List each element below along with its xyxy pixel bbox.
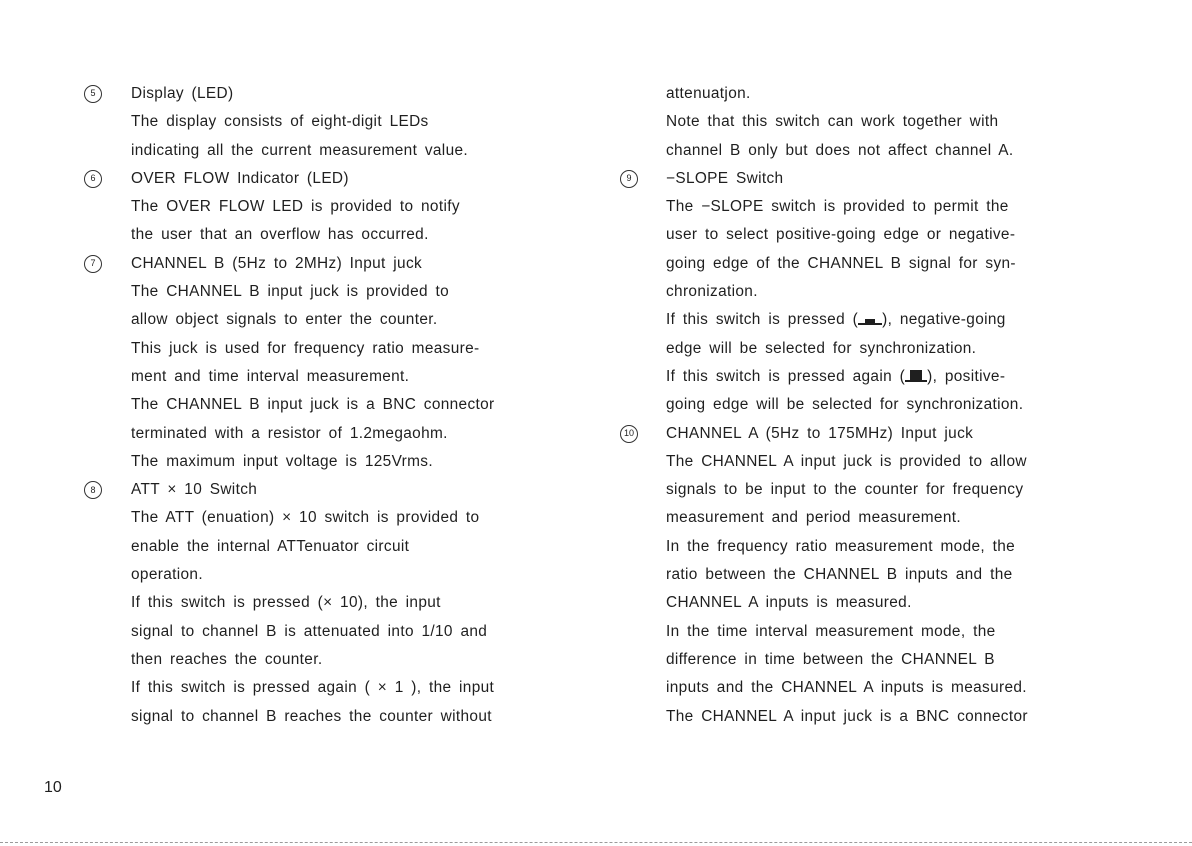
item-number (620, 165, 646, 193)
body-text-before: If this switch is pressed ( (666, 311, 859, 329)
body-text: CHANNEL A inputs is measured. (666, 594, 912, 612)
body-text: edge will be selected for synchronization. (666, 339, 977, 357)
left-column (84, 80, 584, 731)
body-text: The OVER FLOW LED is provided to notify (131, 198, 460, 216)
text-line (84, 674, 584, 702)
body-text: operation. (131, 566, 203, 584)
body-text: The CHANNEL A input juck is a BNC connector (666, 707, 1028, 725)
text-line (84, 533, 584, 561)
body-text: If this switch is pressed again ( × 1 ), the input (131, 679, 495, 697)
text-line (84, 221, 584, 249)
right-column (620, 80, 1140, 731)
body-text: the user that an overflow has occurred. (131, 226, 429, 244)
body-text: The ATT (enuation) × 10 switch is provided to (131, 509, 480, 527)
circled-number-icon: 8 (84, 481, 102, 499)
pressed-switch-icon (858, 313, 882, 325)
section-heading-channel-a: CHANNEL A (5Hz to 175MHz) Input juck (666, 424, 974, 442)
text-line (620, 589, 1140, 617)
item-number (84, 80, 110, 108)
body-text: The −SLOPE switch is provided to permit the (666, 198, 1009, 216)
released-switch-icon (905, 368, 927, 382)
text-line (620, 278, 1140, 306)
section-heading-overflow: OVER FLOW Indicator (LED) (131, 169, 349, 187)
item-number (84, 476, 110, 504)
body-text: ratio between the CHANNEL B inputs and the (666, 566, 1013, 584)
body-text: signal to channel B is attenuated into 1/10 and (131, 622, 488, 640)
body-text: The maximum input voltage is 125Vrms. (131, 452, 433, 470)
text-line (84, 420, 584, 448)
body-text (666, 306, 1006, 334)
item-number (620, 420, 646, 448)
body-text: user to select positive-going edge or negative- (666, 226, 1016, 244)
body-text: The CHANNEL A input juck is provided to allow (666, 452, 1027, 470)
item-number (84, 165, 110, 193)
item-number (84, 250, 110, 278)
text-line (620, 137, 1140, 165)
body-text-after: ), negative-going (882, 311, 1006, 329)
text-line (620, 335, 1140, 363)
text-line (620, 533, 1140, 561)
body-text: then reaches the counter. (131, 650, 323, 668)
text-line (84, 646, 584, 674)
text-line (84, 137, 584, 165)
text-line (84, 306, 584, 334)
section-heading-display-led: Display (LED) (131, 85, 234, 102)
text-line (620, 250, 1140, 278)
circled-number-icon: 7 (84, 255, 102, 273)
text-line (620, 703, 1140, 731)
body-text: This juck is used for frequency ratio measure- (131, 339, 480, 357)
page-number: 10 (44, 779, 62, 796)
body-text: chronization. (666, 283, 758, 301)
body-text: The CHANNEL B input juck is provided to (131, 283, 450, 301)
body-text: going edge will be selected for synchronization. (666, 396, 1024, 414)
body-text (666, 363, 1005, 391)
text-line (84, 278, 584, 306)
text-line (620, 674, 1140, 702)
text-line (84, 193, 584, 221)
text-line (620, 221, 1140, 249)
body-text-after: ), positive- (927, 367, 1006, 385)
body-text: signals to be input to the counter for frequency (666, 481, 1024, 499)
text-line (620, 646, 1140, 674)
text-line (84, 335, 584, 363)
text-line (84, 589, 584, 617)
text-line (620, 504, 1140, 532)
text-line (620, 391, 1140, 419)
text-line (620, 561, 1140, 589)
section-heading-channel-b: CHANNEL B (5Hz to 2MHz) Input juck (131, 254, 423, 272)
body-text: In the frequency ratio measurement mode, the (666, 537, 1016, 555)
body-text: difference in time between the CHANNEL B (666, 650, 995, 668)
text-line (620, 476, 1140, 504)
section-heading-slope-switch: −SLOPE Switch (666, 169, 784, 187)
body-text: If this switch is pressed (× 10), the input (131, 594, 441, 612)
body-text: Note that this switch can work together with (666, 113, 999, 131)
text-line (84, 165, 584, 193)
text-line (84, 250, 584, 278)
text-line (84, 80, 584, 108)
body-text: going edge of the CHANNEL B signal for syn- (666, 254, 1016, 272)
text-line (620, 448, 1140, 476)
text-line (84, 561, 584, 589)
body-text: measurement and period measurement. (666, 509, 962, 527)
body-text: terminated with a resistor of 1.2megaohm. (131, 424, 448, 442)
body-text: enable the internal ATTenuator circuit (131, 537, 410, 555)
body-text: allow object signals to enter the counter. (131, 311, 438, 329)
text-line (620, 80, 1140, 108)
circled-number-icon: 9 (620, 170, 638, 188)
text-line (84, 448, 584, 476)
text-line (620, 420, 1140, 448)
text-line (84, 476, 584, 504)
body-text: inputs and the CHANNEL A inputs is measured. (666, 679, 1027, 697)
text-line (84, 703, 584, 731)
body-text: ment and time interval measurement. (131, 367, 410, 385)
text-line (84, 618, 584, 646)
text-line (84, 108, 584, 136)
body-text: attenuatjon. (666, 85, 751, 102)
text-line (620, 618, 1140, 646)
circled-number-icon: 5 (84, 85, 102, 103)
body-text: In the time interval measurement mode, the (666, 622, 996, 640)
body-text: signal to channel B reaches the counter without (131, 707, 492, 725)
circled-number-icon: 6 (84, 170, 102, 188)
page-bottom-rule (0, 842, 1192, 843)
text-line (620, 193, 1140, 221)
text-line (620, 108, 1140, 136)
text-line (84, 363, 584, 391)
body-text: channel B only but does not affect channel A. (666, 141, 1014, 159)
body-text: indicating all the current measurement value. (131, 141, 469, 159)
circled-number-icon: 10 (620, 425, 638, 443)
section-heading-att-switch: ATT × 10 Switch (131, 481, 258, 499)
text-line (620, 165, 1140, 193)
body-text-before: If this switch is pressed again ( (666, 367, 906, 385)
text-line (84, 504, 584, 532)
text-line (620, 306, 1140, 334)
body-text: The CHANNEL B input juck is a BNC connector (131, 396, 495, 414)
body-text: The display consists of eight-digit LEDs (131, 113, 429, 131)
text-line (620, 363, 1140, 391)
text-line (84, 391, 584, 419)
